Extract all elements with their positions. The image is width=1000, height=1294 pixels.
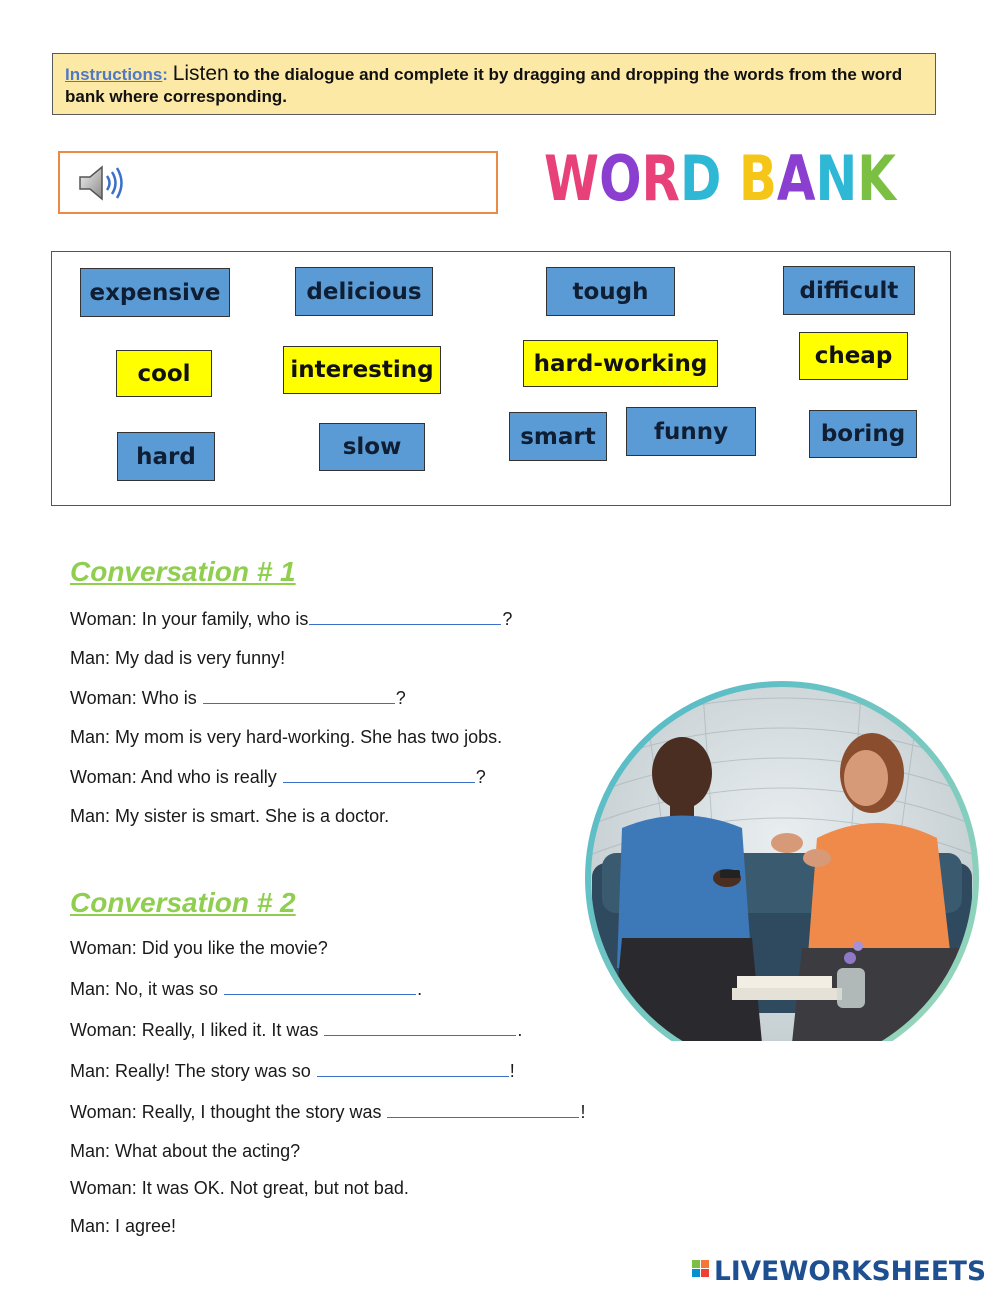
conv1-line-1 bbox=[70, 609, 512, 630]
conv2-line-6: Man: What about the acting? bbox=[70, 1141, 301, 1161]
conv2-line-3 bbox=[70, 1020, 522, 1041]
speaker-icon[interactable] bbox=[76, 163, 128, 208]
conv2-line-2 bbox=[70, 979, 422, 1000]
word-chip-hard-working[interactable]: hard-working bbox=[523, 340, 718, 387]
conversation-photo bbox=[582, 678, 982, 1043]
word-chip-cheap[interactable]: cheap bbox=[799, 332, 908, 380]
word-bank bbox=[51, 251, 951, 506]
conv2-line-3-text: Woman: Really, I liked it. It was bbox=[70, 1020, 324, 1040]
conv2-blank-3[interactable] bbox=[317, 1075, 509, 1077]
instructions-listen: Listen bbox=[172, 62, 229, 85]
conv1-line-3-text: Woman: Who is bbox=[70, 688, 202, 708]
word-chip-smart[interactable]: smart bbox=[509, 412, 607, 461]
conv2-blank-1[interactable] bbox=[224, 993, 416, 995]
conv2-blank-4[interactable] bbox=[387, 1116, 579, 1118]
word-bank-title bbox=[542, 140, 902, 210]
conv1-line-2: Man: My dad is very funny! bbox=[70, 648, 286, 668]
conv1-blank-3[interactable] bbox=[283, 781, 475, 783]
conv1-line-5 bbox=[70, 767, 486, 788]
word-chip-expensive[interactable]: expensive bbox=[80, 268, 230, 317]
conv2-line-5 bbox=[70, 1102, 586, 1123]
conv1-line-3-end: ? bbox=[395, 688, 406, 708]
word-chip-tough[interactable]: tough bbox=[546, 267, 675, 316]
liveworksheets-logo bbox=[692, 1254, 988, 1284]
word-chip-hard[interactable]: hard bbox=[117, 432, 215, 481]
logo-mark-icon bbox=[692, 1260, 709, 1277]
word-chip-interesting[interactable]: interesting bbox=[283, 346, 441, 394]
conv1-blank-2[interactable] bbox=[203, 702, 395, 704]
instructions-colon: : bbox=[162, 65, 168, 84]
conv2-line-5-text: Woman: Really, I thought the story was bbox=[70, 1102, 387, 1122]
conv2-line-4-end: ! bbox=[509, 1061, 515, 1081]
word-chip-boring[interactable]: boring bbox=[809, 410, 917, 458]
conv2-line-5-end: ! bbox=[580, 1102, 586, 1122]
audio-player[interactable] bbox=[58, 151, 498, 214]
conv1-line-5-end: ? bbox=[475, 767, 486, 787]
conversation-2-title: Conversation # 2 bbox=[70, 887, 296, 918]
conversation-1-title: Conversation # 1 bbox=[70, 556, 296, 587]
word-chip-delicious[interactable]: delicious bbox=[295, 267, 433, 316]
word-chip-funny[interactable]: funny bbox=[626, 407, 756, 456]
word-chip-slow[interactable]: slow bbox=[319, 423, 425, 471]
conv2-line-4-text: Man: Really! The story was so bbox=[70, 1061, 316, 1081]
conv1-line-6: Man: My sister is smart. She is a doctor. bbox=[70, 806, 390, 826]
word-chip-cool[interactable]: cool bbox=[116, 350, 212, 397]
word-chip-difficult[interactable]: difficult bbox=[783, 266, 915, 315]
conv1-blank-1[interactable] bbox=[309, 623, 501, 625]
conv1-line-3 bbox=[70, 688, 406, 709]
conv1-line-1-text: Woman: In your family, who is bbox=[70, 609, 309, 629]
conv1-line-4: Man: My mom is very hard-working. She has two jobs. bbox=[70, 727, 503, 747]
conv2-line-8: Man: I agree! bbox=[70, 1216, 177, 1236]
conv1-line-5-text: Woman: And who is really bbox=[70, 767, 282, 787]
conv2-blank-2[interactable] bbox=[324, 1034, 516, 1036]
conv2-line-2-text: Man: No, it was so bbox=[70, 979, 224, 999]
word-bank-title-text: WORD BANK bbox=[544, 142, 902, 210]
instructions-label: Instructions bbox=[65, 65, 163, 84]
conv2-line-1: Woman: Did you like the movie? bbox=[70, 938, 328, 958]
instructions-box bbox=[52, 53, 936, 115]
conv2-line-4 bbox=[70, 1061, 515, 1082]
conv2-line-3-end: . bbox=[517, 1020, 523, 1040]
instructions-text: to the dialogue and complete it by dragging and dropping the words from the word bank where corresponding. bbox=[65, 65, 903, 106]
conv2-line-7: Woman: It was OK. Not great, but not bad. bbox=[70, 1178, 409, 1198]
conv1-line-1-end: ? bbox=[502, 609, 513, 629]
conv2-line-2-end: . bbox=[417, 979, 423, 999]
logo-text: LIVEWORKSHEETS bbox=[714, 1256, 986, 1284]
